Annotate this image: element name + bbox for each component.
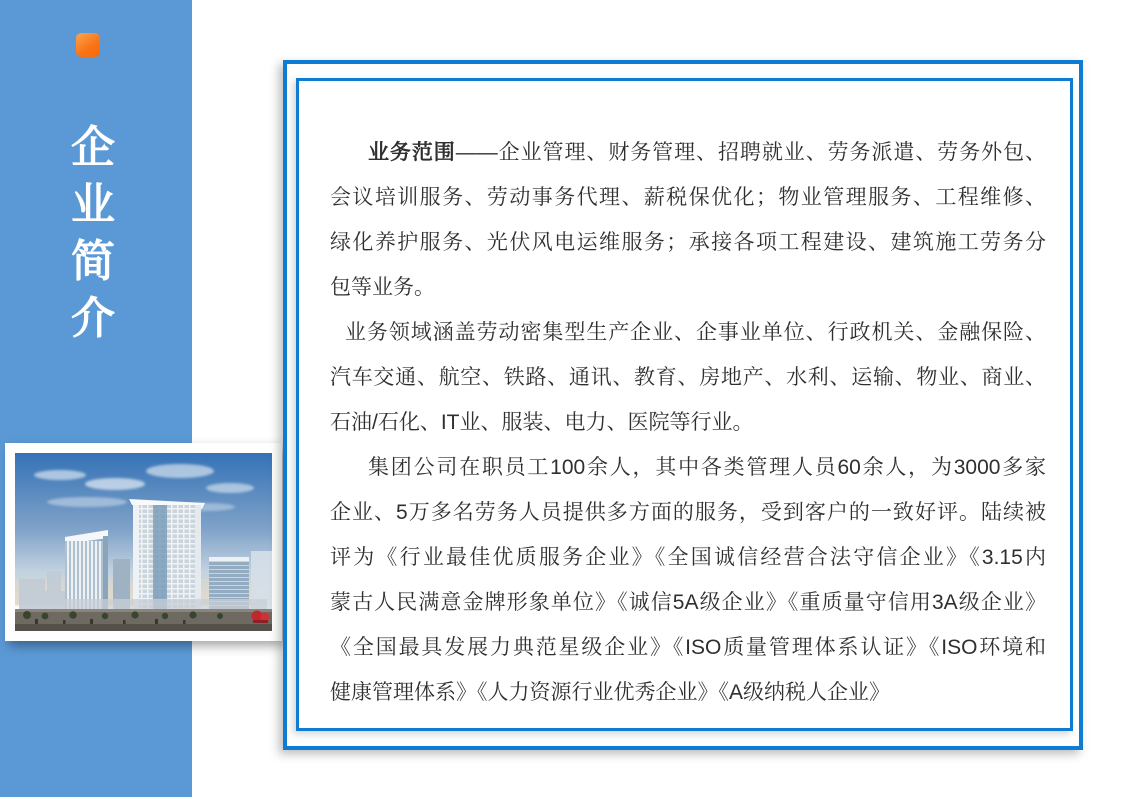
text-line: 石油/石化、IT业、服装、电力、医院等行业。 <box>330 411 754 434</box>
text-line <box>330 130 1046 175</box>
text-line: 蒙古人民满意金牌形象单位》《诚信5A级企业》《重质量守信用3A级企业》 <box>330 591 1046 614</box>
text-line: 企业、5万多名劳务人员提供多方面的服务，受到客户的一致好评。陆续被 <box>330 501 1046 524</box>
text-line: 业务领域涵盖劳动密集型生产企业、企事业单位、行政机关、金融保险、 <box>345 321 1046 344</box>
text-line: 汽车交通、航空、铁路、通讯、教育、房地产、水利、运输、物业、商业、 <box>330 366 1046 389</box>
text-line: 集团公司在职员工100余人，其中各类管理人员60余人，为3000多家 <box>368 456 1046 479</box>
title-char: 简 <box>71 237 115 286</box>
buildings-photo <box>5 443 282 641</box>
text-line: 包等业务。 <box>330 276 435 299</box>
title-char: 企 <box>71 123 115 172</box>
paragraph-business-fields <box>330 310 1046 445</box>
text-line: 健康管理体系》《人力资源行业优秀企业》《A级纳税人企业》 <box>330 681 891 704</box>
buildings-photo-illustration <box>15 453 272 631</box>
sidebar <box>0 0 192 797</box>
text-line: 会议培训服务、劳动事务代理、薪税保优化；物业管理服务、工程维修、 <box>330 186 1046 209</box>
paragraph-business-scope <box>330 130 1046 310</box>
slide-title-vertical <box>69 123 117 343</box>
text-line: 绿化养护服务、光伏风电运维服务；承接各项工程建设、建筑施工劳务分 <box>330 231 1046 254</box>
title-char: 介 <box>71 294 115 343</box>
paragraph-lead-bold: 业务范围 <box>368 141 456 164</box>
text-line: 《全国最具发展力典范星级企业》《ISO质量管理体系认证》《ISO环境和 <box>330 636 1046 659</box>
accent-square <box>76 33 100 57</box>
text-line-rest: ——企业管理、财务管理、招聘就业、劳务派遣、劳务外包、 <box>455 141 1046 164</box>
paragraph-company-honors <box>330 445 1046 715</box>
title-char: 业 <box>71 180 115 229</box>
text-line: 评为《行业最佳优质服务企业》《全国诚信经营合法守信企业》《3.15内 <box>330 546 1046 569</box>
body-text <box>330 130 1046 715</box>
